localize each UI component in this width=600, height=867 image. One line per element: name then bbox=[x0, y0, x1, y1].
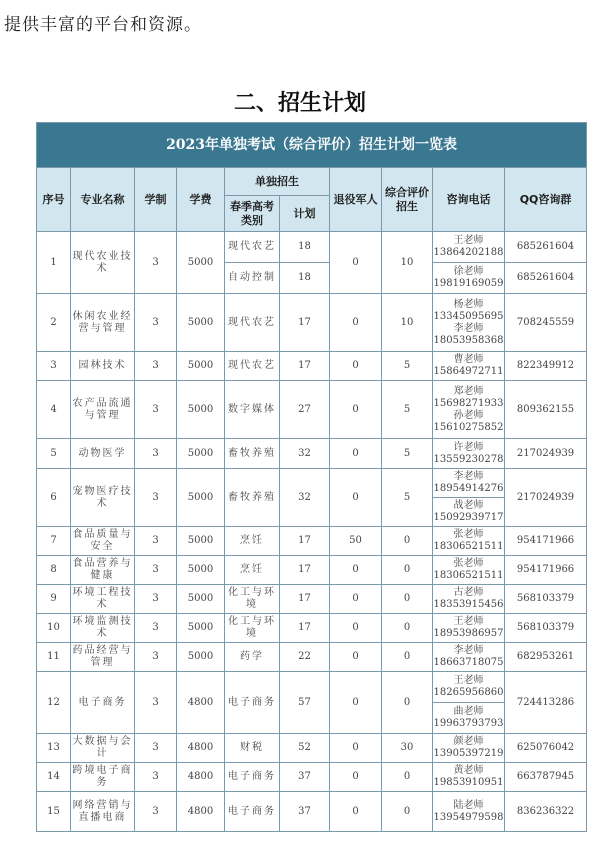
cell-phone: 黄老师 19853910951 bbox=[433, 763, 505, 792]
cell-category: 烹饪 bbox=[225, 556, 280, 585]
cell-comprehensive: 5 bbox=[382, 381, 433, 439]
cell-phone: 许老师 13559230278 bbox=[433, 439, 505, 469]
cell-seq: 15 bbox=[37, 792, 71, 832]
cell-major: 园林技术 bbox=[71, 352, 135, 381]
cell-phone: 王老师 18953986957 bbox=[433, 614, 505, 643]
cell-major: 跨境电子商务 bbox=[71, 763, 135, 792]
cell-duration: 3 bbox=[135, 439, 177, 469]
cell-plan: 32 bbox=[280, 469, 330, 527]
cell-major: 休闲农业经营与管理 bbox=[71, 294, 135, 352]
cell-plan: 18 bbox=[280, 263, 330, 294]
cell-seq: 11 bbox=[37, 643, 71, 672]
table-row bbox=[37, 734, 587, 763]
intro-text: 提供丰富的平台和资源。 bbox=[4, 15, 202, 35]
cell-fee: 5000 bbox=[177, 527, 225, 556]
table-row bbox=[37, 439, 587, 469]
cell-veteran: 0 bbox=[330, 585, 382, 614]
cell-plan: 17 bbox=[280, 585, 330, 614]
cell-qq: 685261604 bbox=[505, 263, 587, 294]
cell-duration: 3 bbox=[135, 469, 177, 527]
cell-major: 环境工程技术 bbox=[71, 585, 135, 614]
cell-phone: 古老师 18353915456 bbox=[433, 585, 505, 614]
header-fee: 学费 bbox=[177, 168, 225, 232]
cell-comprehensive: 0 bbox=[382, 763, 433, 792]
cell-phone: 王老师 18265956860 bbox=[433, 672, 505, 703]
cell-major: 食品营养与健康 bbox=[71, 556, 135, 585]
cell-seq: 5 bbox=[37, 439, 71, 469]
table-title: 2023年单独考试（综合评价）招生计划一览表 bbox=[37, 123, 587, 168]
cell-seq: 6 bbox=[37, 469, 71, 527]
cell-major: 动物医学 bbox=[71, 439, 135, 469]
cell-major: 网络营销与直播电商 bbox=[71, 792, 135, 832]
cell-veteran: 0 bbox=[330, 614, 382, 643]
table-row bbox=[37, 294, 587, 352]
cell-fee: 5000 bbox=[177, 294, 225, 352]
cell-qq: 954171966 bbox=[505, 556, 587, 585]
table-row bbox=[37, 643, 587, 672]
cell-fee: 5000 bbox=[177, 556, 225, 585]
cell-phone: 曲老师 19963793793 bbox=[433, 703, 505, 734]
cell-veteran: 0 bbox=[330, 556, 382, 585]
cell-qq: 708245559 bbox=[505, 294, 587, 352]
cell-category: 畜牧养殖 bbox=[225, 469, 280, 527]
cell-duration: 3 bbox=[135, 792, 177, 832]
cell-plan: 18 bbox=[280, 232, 330, 263]
cell-category: 药学 bbox=[225, 643, 280, 672]
cell-qq: 625076042 bbox=[505, 734, 587, 763]
cell-qq: 217024939 bbox=[505, 439, 587, 469]
cell-duration: 3 bbox=[135, 527, 177, 556]
cell-seq: 13 bbox=[37, 734, 71, 763]
cell-comprehensive: 0 bbox=[382, 672, 433, 734]
cell-veteran: 0 bbox=[330, 232, 382, 294]
cell-duration: 3 bbox=[135, 556, 177, 585]
cell-category: 烹饪 bbox=[225, 527, 280, 556]
cell-seq: 4 bbox=[37, 381, 71, 439]
table-row bbox=[37, 232, 587, 263]
table-row bbox=[37, 672, 587, 703]
cell-veteran: 0 bbox=[330, 792, 382, 832]
cell-veteran: 0 bbox=[330, 294, 382, 352]
cell-plan: 17 bbox=[280, 352, 330, 381]
table-row bbox=[37, 527, 587, 556]
cell-category: 畜牧养殖 bbox=[225, 439, 280, 469]
header-veteran: 退役军人 bbox=[330, 168, 382, 232]
cell-qq: 954171966 bbox=[505, 527, 587, 556]
cell-category: 化工与环境 bbox=[225, 585, 280, 614]
cell-phone: 徐老师 19819169059 bbox=[433, 263, 505, 294]
cell-plan: 57 bbox=[280, 672, 330, 734]
cell-category: 现代农艺 bbox=[225, 232, 280, 263]
cell-plan: 37 bbox=[280, 763, 330, 792]
cell-duration: 3 bbox=[135, 381, 177, 439]
cell-major: 现代农业技术 bbox=[71, 232, 135, 294]
cell-major: 药品经营与管理 bbox=[71, 643, 135, 672]
cell-category: 电子商务 bbox=[225, 672, 280, 734]
cell-qq: 724413286 bbox=[505, 672, 587, 734]
cell-comprehensive: 0 bbox=[382, 643, 433, 672]
cell-plan: 17 bbox=[280, 556, 330, 585]
cell-major: 电子商务 bbox=[71, 672, 135, 734]
header-comprehensive: 综合评价招生 bbox=[382, 168, 433, 232]
cell-category: 电子商务 bbox=[225, 792, 280, 832]
cell-qq: 568103379 bbox=[505, 585, 587, 614]
table-row bbox=[37, 585, 587, 614]
cell-phone: 郑老师 15698271933 孙老师 15610275852 bbox=[433, 381, 505, 439]
cell-seq: 10 bbox=[37, 614, 71, 643]
cell-comprehensive: 5 bbox=[382, 439, 433, 469]
cell-duration: 3 bbox=[135, 294, 177, 352]
cell-comprehensive: 10 bbox=[382, 232, 433, 294]
cell-veteran: 0 bbox=[330, 469, 382, 527]
cell-plan: 17 bbox=[280, 294, 330, 352]
cell-category: 电子商务 bbox=[225, 763, 280, 792]
cell-qq: 663787945 bbox=[505, 763, 587, 792]
cell-seq: 8 bbox=[37, 556, 71, 585]
cell-comprehensive: 0 bbox=[382, 585, 433, 614]
table-row bbox=[37, 763, 587, 792]
cell-comprehensive: 0 bbox=[382, 527, 433, 556]
enrollment-plan-table bbox=[36, 122, 587, 832]
cell-qq: 568103379 bbox=[505, 614, 587, 643]
header-plan: 计划 bbox=[280, 196, 330, 232]
cell-fee: 4800 bbox=[177, 763, 225, 792]
cell-plan: 37 bbox=[280, 792, 330, 832]
cell-duration: 3 bbox=[135, 763, 177, 792]
cell-seq: 2 bbox=[37, 294, 71, 352]
cell-duration: 3 bbox=[135, 352, 177, 381]
cell-fee: 4800 bbox=[177, 792, 225, 832]
cell-plan: 32 bbox=[280, 439, 330, 469]
cell-major: 宠物医疗技术 bbox=[71, 469, 135, 527]
cell-fee: 5000 bbox=[177, 352, 225, 381]
cell-comprehensive: 0 bbox=[382, 556, 433, 585]
cell-veteran: 0 bbox=[330, 643, 382, 672]
cell-category: 化工与环境 bbox=[225, 614, 280, 643]
table-row bbox=[37, 469, 587, 498]
cell-phone: 颜老师 13905397219 bbox=[433, 734, 505, 763]
table-row bbox=[37, 352, 587, 381]
cell-fee: 5000 bbox=[177, 643, 225, 672]
cell-veteran: 50 bbox=[330, 527, 382, 556]
cell-seq: 9 bbox=[37, 585, 71, 614]
cell-fee: 5000 bbox=[177, 585, 225, 614]
cell-qq: 682953261 bbox=[505, 643, 587, 672]
cell-category: 财税 bbox=[225, 734, 280, 763]
cell-major: 食品质量与安全 bbox=[71, 527, 135, 556]
cell-category: 数字媒体 bbox=[225, 381, 280, 439]
cell-category: 现代农艺 bbox=[225, 294, 280, 352]
cell-veteran: 0 bbox=[330, 439, 382, 469]
cell-plan: 22 bbox=[280, 643, 330, 672]
cell-phone: 李老师 18954914276 bbox=[433, 469, 505, 498]
section-heading: 二、招生计划 bbox=[233, 91, 366, 116]
table-row bbox=[37, 381, 587, 439]
header-single-enrollment: 单独招生 bbox=[225, 168, 330, 196]
cell-seq: 14 bbox=[37, 763, 71, 792]
header-duration: 学制 bbox=[135, 168, 177, 232]
cell-duration: 3 bbox=[135, 672, 177, 734]
cell-qq: 809362155 bbox=[505, 381, 587, 439]
cell-fee: 5000 bbox=[177, 614, 225, 643]
cell-fee: 5000 bbox=[177, 232, 225, 294]
header-major: 专业名称 bbox=[71, 168, 135, 232]
cell-veteran: 0 bbox=[330, 734, 382, 763]
cell-seq: 1 bbox=[37, 232, 71, 294]
cell-comprehensive: 30 bbox=[382, 734, 433, 763]
cell-major: 环境监测技术 bbox=[71, 614, 135, 643]
cell-plan: 27 bbox=[280, 381, 330, 439]
cell-phone: 陆老师 13954979598 bbox=[433, 792, 505, 832]
cell-phone: 张老师 18306521511 bbox=[433, 556, 505, 585]
cell-category: 自动控制 bbox=[225, 263, 280, 294]
cell-phone: 王老师 13864202188 bbox=[433, 232, 505, 263]
header-phone: 咨询电话 bbox=[433, 168, 505, 232]
table-row bbox=[37, 556, 587, 585]
cell-fee: 5000 bbox=[177, 469, 225, 527]
cell-duration: 3 bbox=[135, 734, 177, 763]
cell-qq: 822349912 bbox=[505, 352, 587, 381]
cell-fee: 4800 bbox=[177, 734, 225, 763]
cell-comprehensive: 5 bbox=[382, 352, 433, 381]
header-category: 春季高考类别 bbox=[225, 196, 280, 232]
cell-qq: 217024939 bbox=[505, 469, 587, 527]
cell-comprehensive: 0 bbox=[382, 792, 433, 832]
cell-seq: 3 bbox=[37, 352, 71, 381]
cell-phone: 张老师 18306521511 bbox=[433, 527, 505, 556]
cell-plan: 17 bbox=[280, 527, 330, 556]
cell-veteran: 0 bbox=[330, 763, 382, 792]
cell-comprehensive: 5 bbox=[382, 469, 433, 527]
cell-duration: 3 bbox=[135, 585, 177, 614]
cell-veteran: 0 bbox=[330, 672, 382, 734]
cell-comprehensive: 10 bbox=[382, 294, 433, 352]
cell-fee: 5000 bbox=[177, 439, 225, 469]
cell-duration: 3 bbox=[135, 643, 177, 672]
table-row bbox=[37, 792, 587, 832]
header-seq: 序号 bbox=[37, 168, 71, 232]
cell-phone: 曹老师 15864972711 bbox=[433, 352, 505, 381]
table-row bbox=[37, 614, 587, 643]
cell-fee: 5000 bbox=[177, 381, 225, 439]
header-qq: QQ咨询群 bbox=[505, 168, 587, 232]
cell-phone: 李老师 18663718075 bbox=[433, 643, 505, 672]
cell-veteran: 0 bbox=[330, 381, 382, 439]
cell-category: 现代农艺 bbox=[225, 352, 280, 381]
cell-phone: 战老师 15092939717 bbox=[433, 498, 505, 527]
cell-seq: 7 bbox=[37, 527, 71, 556]
cell-comprehensive: 0 bbox=[382, 614, 433, 643]
cell-seq: 12 bbox=[37, 672, 71, 734]
cell-phone: 杨老师 13345095695 李老师 18053958368 bbox=[433, 294, 505, 352]
cell-plan: 17 bbox=[280, 614, 330, 643]
cell-plan: 52 bbox=[280, 734, 330, 763]
cell-major: 农产品流通与管理 bbox=[71, 381, 135, 439]
cell-duration: 3 bbox=[135, 614, 177, 643]
cell-fee: 4800 bbox=[177, 672, 225, 734]
cell-qq: 685261604 bbox=[505, 232, 587, 263]
cell-veteran: 0 bbox=[330, 352, 382, 381]
cell-qq: 836236322 bbox=[505, 792, 587, 832]
cell-duration: 3 bbox=[135, 232, 177, 294]
cell-major: 大数据与会计 bbox=[71, 734, 135, 763]
